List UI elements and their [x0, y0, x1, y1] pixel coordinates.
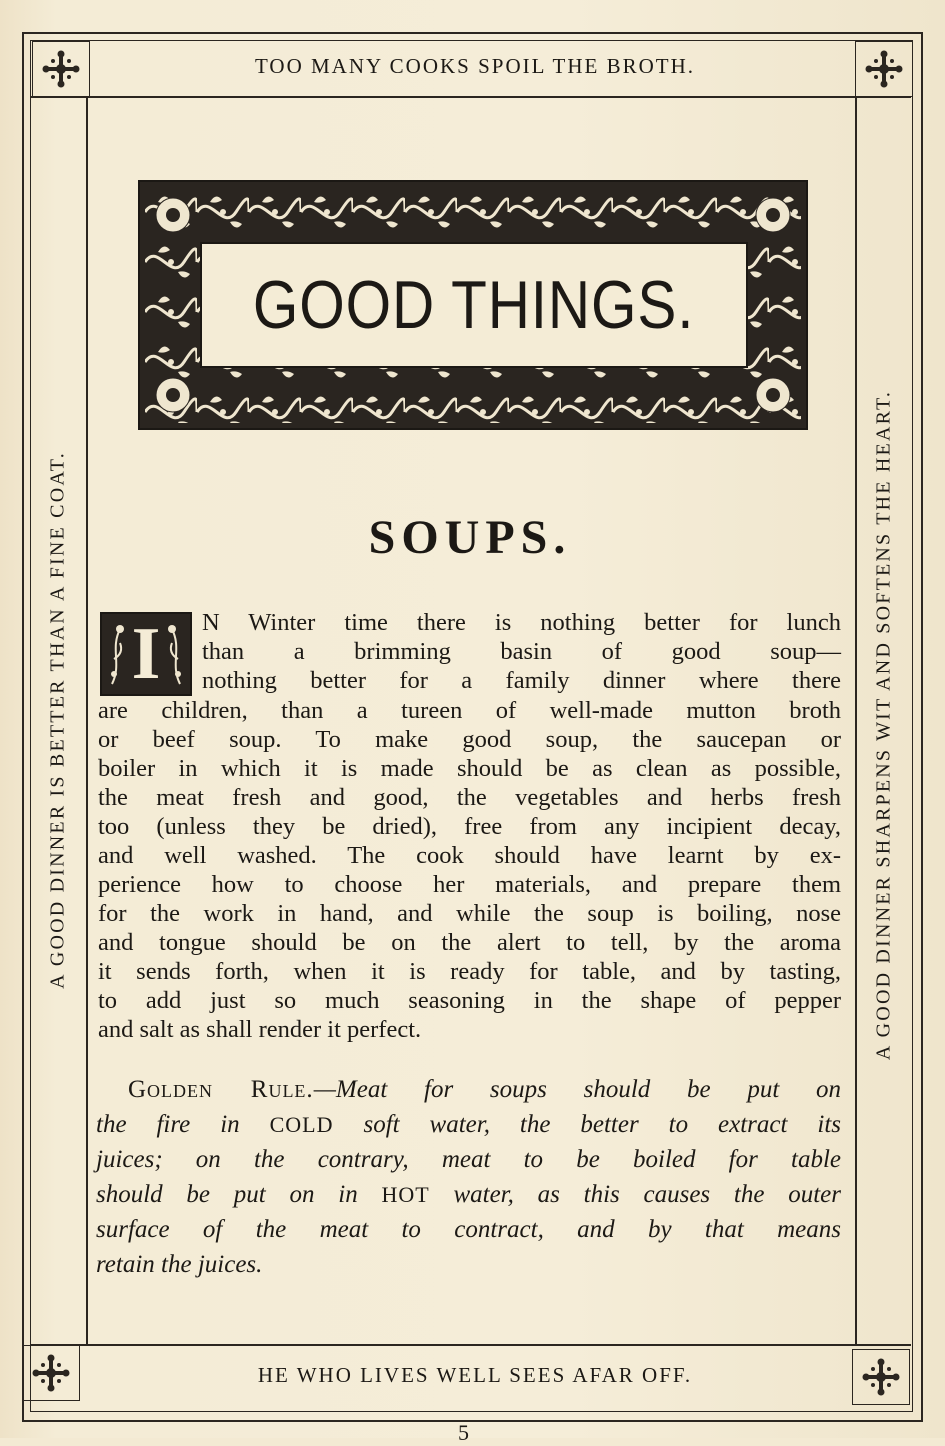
title-ornamental-frame: [138, 180, 808, 430]
left-side-motto: A GOOD DINNER IS BETTER THAN A FINE COAT.: [46, 451, 69, 989]
cross-ornament-icon: [861, 1357, 901, 1397]
golden-rule-line: retain the juices.: [96, 1251, 263, 1278]
paragraph-line: are children, than a tureen of well-made mutton broth: [98, 697, 841, 724]
paragraph-line: and tongue should be on the alert to tell, by the aroma: [98, 929, 841, 956]
page-number: 5: [458, 1420, 469, 1445]
dropcap: [100, 612, 192, 696]
paragraph-line: than a brimming basin of good soup—: [202, 638, 841, 665]
section-heading: SOUPS.: [368, 511, 572, 564]
golden-rule-line: [96, 1177, 841, 1212]
golden-rule-line: juices; on the contrary, meat to be boiled for table: [96, 1146, 841, 1173]
dropcap-letter: I: [131, 612, 161, 695]
cross-ornament-icon: [31, 1353, 71, 1393]
golden-rule-line: [96, 1072, 841, 1107]
paragraph-line: to add just so much seasoning in the shape of pepper: [98, 987, 841, 1014]
corner-ornament-bottom-left: [22, 1345, 80, 1401]
paragraph-line: too (unless they be dried), free from any incipient decay,: [98, 813, 841, 840]
golden-rule-text: soft water, the better to extract its: [363, 1111, 842, 1138]
golden-rule-emphasis: COLD: [269, 1112, 334, 1137]
paragraph-line: or beef soup. To make good soup, the saucepan or: [98, 726, 841, 753]
golden-rule-text: —Meat for soups should be put on: [313, 1076, 841, 1103]
paragraph-line: and well washed. The cook should have learnt by ex-: [98, 842, 841, 869]
golden-rule-text: the fire in: [96, 1111, 240, 1138]
cross-ornament-icon: [41, 49, 81, 89]
cross-ornament-icon: [864, 49, 904, 89]
paragraph-line: boiler in which it is made should be as clean as possible,: [98, 755, 841, 782]
golden-rule-line: surface of the meat to contract, and by that means: [96, 1216, 841, 1243]
paragraph-line: and salt as shall render it perfect.: [98, 1016, 422, 1043]
golden-rule-line: [96, 1107, 841, 1142]
soup-paragraph: [98, 608, 841, 1044]
corner-ornament-bottom-right: [852, 1349, 910, 1405]
bottom-band-rule: [31, 1344, 911, 1346]
right-side-motto: A GOOD DINNER SHARPENS WIT AND SOFTENS THE HEART.: [872, 389, 895, 1061]
paragraph-line: for the work in hand, and while the soup is boiling, nose: [98, 900, 841, 927]
right-column-rule: [855, 96, 857, 1344]
bottom-banner-motto: HE WHO LIVES WELL SEES AFAR OFF.: [257, 1363, 693, 1387]
top-band-rule: [31, 96, 911, 98]
paragraph-line: the meat fresh and good, the vegetables and herbs fresh: [98, 784, 841, 811]
golden-rule-emphasis: HOT: [381, 1182, 430, 1207]
corner-ornament-top-right: [855, 41, 913, 97]
paragraph-line: perience how to choose her materials, and prepare them: [98, 871, 841, 898]
left-column-rule: [86, 96, 88, 1344]
golden-rule: [96, 1072, 841, 1282]
golden-rule-label: Golden Rule.: [128, 1076, 314, 1103]
corner-ornament-top-left: [32, 41, 90, 97]
golden-rule-text: water, as this causes the outer: [453, 1181, 841, 1208]
top-banner-motto: TOO MANY COOKS SPOIL THE BROTH.: [254, 54, 696, 78]
golden-rule-text: should be put on in: [96, 1181, 358, 1208]
paragraph-line: it sends forth, when it is ready for table, and by tasting,: [98, 958, 841, 985]
title-plate: [200, 242, 748, 368]
paragraph-line: N Winter time there is nothing better for lunch: [202, 609, 841, 636]
page-title: GOOD THINGS.: [253, 267, 695, 343]
paragraph-line: nothing better for a family dinner where there: [202, 667, 841, 694]
